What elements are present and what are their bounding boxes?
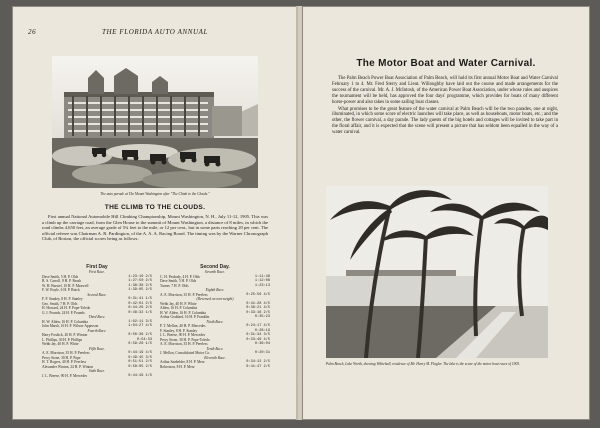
entrant-name: Robertson, 8 H. P. Merz bbox=[160, 364, 195, 369]
result-time: 0:25:56 4/5 bbox=[246, 292, 270, 297]
result-row bbox=[160, 365, 270, 370]
entrant-name: John Marsh, 16 H. P. Wilson-Apperson bbox=[42, 324, 99, 328]
entrant-name: B. S. Carroll, 8 H. P. Brush bbox=[42, 279, 82, 283]
article-paragraph: The Palm Beach Power Boat Association of Palm Beach, will hold its first annual Motor Boat and Water Carnival February 1 to 4. Mr. Fred Sterry and Lieut. Willoughby have laid out the course and made arrangements for the success of the carnival. Mr. A. J. McIntosh, of the American Power Boat Association, under whose rules and auspices the tournament will be held, has approved the four days' programme, which provides for boats of many different horse-power and also takes in some sailing boat classes. bbox=[332, 76, 558, 105]
running-title: THE FLORIDA AUTO ANNUAL bbox=[101, 28, 209, 36]
race-heading: Seventh Race. bbox=[204, 270, 226, 274]
entrant-name: H. Howard, 24 H. P. Pope-Toledo bbox=[42, 306, 91, 310]
hotel-photo-icon bbox=[52, 56, 258, 188]
entrant-name: F. F. Stanley, 8 H. P. Stanley bbox=[42, 297, 83, 301]
entrant-name: Alden, 16 H. P. Columbia bbox=[160, 306, 198, 310]
entrant-name: Webb Jay, 40 H. P. White bbox=[160, 301, 197, 306]
result-time: 1:11:46 bbox=[254, 274, 270, 279]
palm-beach-photo bbox=[326, 186, 548, 358]
entrant-name: H. W. Alden, 16 H. P. Columbia bbox=[160, 310, 207, 315]
result-time: 0:59:26 1/5 bbox=[128, 342, 152, 346]
result-time: 0:44:19 4/5 bbox=[128, 351, 152, 355]
result-time: 0:20:31 bbox=[254, 351, 270, 355]
article-title: The Motor Boat and Water Carnival. bbox=[356, 58, 536, 69]
hotel-photo-caption: The auto parade at The Mount Washington after "The Climb to the Clouds." bbox=[100, 192, 210, 196]
entrant-name: J. L. Breese, 90 H. P. Mercedes bbox=[42, 373, 88, 378]
result-time: 1:39:05 2/5 bbox=[128, 288, 152, 292]
right-page bbox=[302, 6, 590, 420]
result-time: 1:04:27 4/5 bbox=[128, 324, 152, 328]
entrant-name: Percy Stone, 30 H. P. Pope bbox=[42, 355, 81, 360]
result-row bbox=[42, 374, 152, 379]
race-heading: First Race. bbox=[89, 270, 105, 274]
result-time: 0:54:33 bbox=[136, 337, 152, 342]
hotel-photo bbox=[52, 56, 258, 188]
article-body bbox=[42, 214, 268, 243]
page-number: 26 bbox=[28, 28, 37, 36]
race-heading: Fourth Race. bbox=[87, 328, 107, 333]
entrant-name: Percy Stone, 30 H. P. Pope-Toledo bbox=[160, 337, 210, 342]
entrant-name: F. Stanley, 8 H. P. Stanley bbox=[160, 328, 198, 333]
race-heading: Ninth Race. bbox=[206, 319, 224, 324]
entrant-name: Alexander Winton, 24 H. P. Winton bbox=[42, 364, 94, 369]
race-heading: Eleventh Race. bbox=[204, 355, 226, 360]
entrant-name: W. H. Bursiel, 10 H. P. Maxwell bbox=[42, 283, 89, 288]
entrant-name: J. L. Breese, 90 H. P. Mercedes bbox=[160, 333, 206, 337]
entrant-name: L. Phillips, 30 H. P. Phillips bbox=[42, 337, 83, 342]
result-time: 1:23:10 2/5 bbox=[128, 274, 152, 279]
second-day-results bbox=[160, 264, 270, 369]
article-title: THE CLIMB TO THE CLOUDS. bbox=[104, 204, 206, 211]
entrant-name: A. E. Morrison, 35 H. P. Peerless bbox=[160, 292, 208, 297]
result-time: 0:42:01 2/5 bbox=[128, 301, 152, 306]
entrant-name: J. Mellon, Consolidated Motor Co. bbox=[160, 351, 211, 355]
result-time: 0:48:32 1/5 bbox=[128, 310, 152, 315]
result-time: 0:49:45 3/5 bbox=[128, 355, 152, 360]
left-page bbox=[12, 6, 298, 420]
result-time: 0:28:19 bbox=[254, 328, 270, 333]
result-time: 0:58:05 2/5 bbox=[128, 364, 152, 369]
race-heading: Sixth Race. bbox=[88, 369, 106, 373]
second-day-heading: Second Day. bbox=[200, 264, 230, 270]
entrant-name: Harry Fosdick, 20 H. P. Winton bbox=[42, 333, 88, 337]
result-time: 0:41:28 4/5 bbox=[246, 301, 270, 306]
entrant-name: P. T. Mellon, 40 H. P. Mercedes bbox=[160, 324, 206, 328]
race-heading: Tenth Race. bbox=[206, 346, 224, 351]
first-day-heading: First Day bbox=[86, 264, 108, 270]
race-heading: (Reversed on overweight) bbox=[196, 297, 234, 301]
race-heading: Second Race. bbox=[87, 292, 107, 297]
entrant-name: Geo. Smith, 7 H. P. Olds bbox=[42, 301, 78, 306]
result-time: 0:34:12 2/5 bbox=[246, 360, 270, 364]
result-time: 0:51:51 2/5 bbox=[128, 360, 152, 364]
first-day-results bbox=[42, 264, 152, 378]
article-paragraph: First annual National Automobile Hill Climbing Championship, Mount Washington, N. H., July 11-12, 1905. This was a climb up the carriage road, from the Glen House to the summit of Mount Washington, a distance of 8 miles, in which the road climbs 4,650 feet, an average grade of 5¾ feet to the mile, or 12 per cent., but in some parts reaching 20 per cent. The official referee was Chairman A. R. Pardington, of the A. A. A. Racing Board. The timing was by the Warner Chronograph Club, of Boston, the official scores being as follows: bbox=[42, 214, 268, 242]
entrant-name: Arthur Goddard, 16 H. P. Franklin bbox=[160, 315, 210, 319]
result-time: 0:36:21 4/5 bbox=[246, 306, 270, 310]
palm-trees-photo-icon bbox=[326, 186, 548, 358]
result-time: 1:02:11 3/5 bbox=[128, 319, 152, 324]
entrant-name: C. H. Peabody, 4 H. P. Olds bbox=[160, 274, 200, 279]
entrant-name: A. E. Morrison, 35 H. P. Peerless bbox=[160, 342, 208, 346]
result-time: 0:31:41 1/5 bbox=[128, 297, 152, 301]
entrant-name: H. T. Rogers, 40 H. P. Peerless bbox=[42, 360, 87, 364]
result-time: 1:38:38 2/5 bbox=[128, 283, 152, 288]
result-time: 1:12:06 bbox=[254, 279, 270, 283]
result-time: 0:33:49 4/5 bbox=[246, 337, 270, 342]
entrant-name: F. W. Boyle, 6 H. P. Buick bbox=[42, 288, 80, 292]
entrant-name: Dave Smith, 5 H. P. Olds bbox=[160, 279, 197, 283]
result-time: 0:41:47 2/5 bbox=[246, 364, 270, 369]
article-body bbox=[332, 76, 558, 137]
result-time: 0:35:23 bbox=[254, 315, 270, 319]
entrant-name: Dave Smith, 5 H. P. Olds bbox=[42, 274, 79, 279]
entrant-name: A. E. Morrison, 35 H. P. Peerless bbox=[42, 351, 90, 355]
result-time: 0:44:26 2/5 bbox=[128, 306, 152, 310]
result-time: 0:36:04 bbox=[254, 342, 270, 346]
entrant-name: H. W. Alden, 16 H. P. Columbia bbox=[42, 319, 89, 324]
result-time: 0:50:36 2/5 bbox=[128, 333, 152, 337]
article-paragraph: What promises to be the great feature of the water carnival at Palm Beach will be the two parades, one at night, illuminated, in which some score of electric launches will take place, as well as houseboats, motor boats, etc.; and the other, the flower carnival, a day parade. The lady guests of the big hotels and cottages will be invited to take part in the floral affair, and it is expected that the scene will present a picture that has seldom been equalled in the way of a water carnival. bbox=[332, 106, 558, 136]
palm-beach-photo-caption: Palm Beach, Lake Worth, showing Whitehall, residence of Mr. Henry M. Flagler. The lake is the scene of the motor boat races of 1905. bbox=[326, 362, 520, 366]
entrant-name: Turner, 7 H. P. Olds bbox=[160, 283, 189, 288]
result-row bbox=[42, 324, 152, 329]
entrant-name: Arthur Sanbelder, 8 H. P. Merz bbox=[160, 360, 205, 364]
entrant-name: G. I. Pounds, 24 H. P. Pounds bbox=[42, 310, 85, 315]
result-time: 1:23:13 bbox=[254, 283, 270, 288]
race-heading: Eighth Race. bbox=[205, 288, 225, 292]
result-time: 0:33:16 2/5 bbox=[246, 310, 270, 315]
result-time: 0:31:34 3/5 bbox=[246, 333, 270, 337]
race-heading: Fifth Race. bbox=[89, 346, 105, 351]
result-time: 0:44:49 1/5 bbox=[128, 373, 152, 378]
result-time: 1:27:50 2/5 bbox=[128, 279, 152, 283]
result-time: 0:24:17 4/5 bbox=[246, 324, 270, 328]
race-heading: Third Race. bbox=[88, 315, 106, 319]
entrant-name: Webb Jay, 40 H. P. White bbox=[42, 342, 79, 346]
